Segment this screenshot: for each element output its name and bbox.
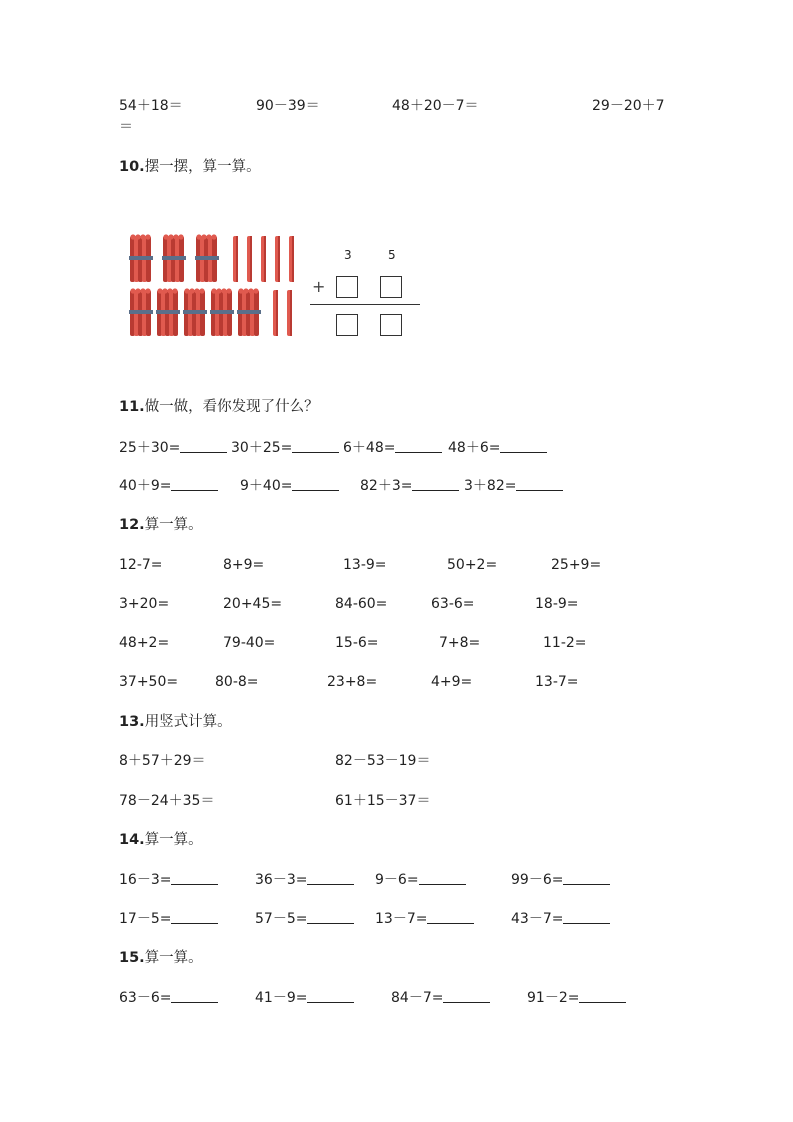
- equation: 40＋9=: [119, 475, 218, 497]
- answer-box-addend-ones[interactable]: [380, 276, 402, 298]
- equation: 41－9=: [255, 987, 354, 1009]
- equation: 6＋48=: [343, 437, 442, 459]
- equation: 25+9=: [551, 557, 602, 573]
- equation: 8＋57＋29＝: [119, 753, 206, 769]
- answer-box-sum-tens[interactable]: [336, 314, 358, 336]
- single-stick: [273, 290, 278, 336]
- question-title: 算一算。: [144, 950, 203, 966]
- question-title: 用竖式计算。: [144, 714, 232, 730]
- q11-row-2: [0, 475, 793, 497]
- ten-stick-bundle: [156, 288, 180, 336]
- single-stick: [289, 236, 294, 282]
- question-number: 15.: [119, 950, 145, 966]
- answer-blank[interactable]: [171, 870, 218, 885]
- equation: 12-7=: [119, 557, 163, 573]
- answer-box-sum-ones[interactable]: [380, 314, 402, 336]
- equation: 37+50=: [119, 674, 179, 690]
- answer-blank[interactable]: [292, 476, 339, 491]
- equation: 7+8=: [439, 635, 481, 651]
- question-number: 14.: [119, 832, 145, 848]
- q13-row-1: [0, 750, 793, 772]
- equation: 18-9=: [535, 596, 579, 612]
- equation: 78－24＋35＝: [119, 793, 215, 809]
- single-stick: [287, 290, 292, 336]
- equation: 84－7=: [391, 987, 490, 1009]
- top-row-wrap: [0, 116, 793, 138]
- answer-blank[interactable]: [171, 909, 218, 924]
- equation: 79-40=: [223, 635, 276, 651]
- q12-row-4: [0, 671, 793, 693]
- ten-stick-bundle: [237, 288, 261, 336]
- question-10-heading: [119, 156, 261, 178]
- question-13-heading: [119, 711, 232, 733]
- answer-blank[interactable]: [307, 870, 354, 885]
- single-stick: [261, 236, 266, 282]
- equation: 8+9=: [223, 557, 265, 573]
- equation: 3＋82=: [464, 475, 563, 497]
- question-number: 10.: [119, 159, 145, 175]
- question-15-heading: [119, 947, 203, 969]
- ten-stick-bundle: [210, 288, 234, 336]
- q12-row-2: [0, 593, 793, 615]
- answer-blank[interactable]: [563, 870, 610, 885]
- equation: 16－3=: [119, 869, 218, 891]
- question-title: 摆一摆，算一算。: [144, 159, 261, 175]
- equation: 13－7=: [375, 908, 474, 930]
- question-title: 算一算。: [144, 517, 203, 533]
- ten-stick-bundle: [129, 234, 153, 282]
- counting-sticks-illustration: [125, 230, 300, 342]
- vertical-addition-form: [300, 240, 430, 345]
- answer-blank[interactable]: [180, 438, 227, 453]
- question-number: 11.: [119, 399, 145, 415]
- equation-wrap: ＝: [119, 119, 133, 135]
- equation: 13-9=: [343, 557, 387, 573]
- ones-digit-label: 5: [388, 248, 396, 262]
- answer-blank[interactable]: [579, 988, 626, 1003]
- equation: 15-6=: [335, 635, 379, 651]
- q12-row-1: [0, 554, 793, 576]
- question-number: 13.: [119, 714, 145, 730]
- equation: 82－53－19＝: [335, 753, 431, 769]
- answer-blank[interactable]: [307, 988, 354, 1003]
- answer-blank[interactable]: [395, 438, 442, 453]
- equation: 99－6=: [511, 869, 610, 891]
- equation: 80-8=: [215, 674, 259, 690]
- answer-blank[interactable]: [292, 438, 339, 453]
- equation: 84-60=: [335, 596, 388, 612]
- answer-blank[interactable]: [171, 476, 218, 491]
- q12-row-3: [0, 632, 793, 654]
- answer-blank[interactable]: [171, 988, 218, 1003]
- equation: 23+8=: [327, 674, 378, 690]
- question-title: 做一做，看你发现了什么？: [144, 399, 319, 415]
- ten-stick-bundle: [129, 288, 153, 336]
- equation: 36－3=: [255, 869, 354, 891]
- plus-sign: +: [312, 277, 326, 296]
- equation: 63－6=: [119, 987, 218, 1009]
- equation: 17－5=: [119, 908, 218, 930]
- q15-row-1: [0, 987, 793, 1009]
- equation: 30＋25=: [231, 437, 339, 459]
- equation: 82＋3=: [360, 475, 459, 497]
- single-stick: [233, 236, 238, 282]
- question-12-heading: [119, 514, 203, 536]
- answer-blank[interactable]: [307, 909, 354, 924]
- answer-blank[interactable]: [427, 909, 474, 924]
- equation: 13-7=: [535, 674, 579, 690]
- question-number: 12.: [119, 517, 145, 533]
- top-row: [0, 95, 793, 117]
- equation: 48+2=: [119, 635, 170, 651]
- answer-blank[interactable]: [419, 870, 466, 885]
- answer-blank[interactable]: [516, 476, 563, 491]
- equation: 48＋20－7＝: [392, 98, 479, 114]
- answer-box-addend-tens[interactable]: [336, 276, 358, 298]
- equation: 63-6=: [431, 596, 475, 612]
- single-stick: [247, 236, 252, 282]
- equation: 20+45=: [223, 596, 283, 612]
- equation: 57－5=: [255, 908, 354, 930]
- tens-digit-label: 3: [344, 248, 352, 262]
- equation: 9－6=: [375, 869, 466, 891]
- equation: 90－39＝: [256, 98, 320, 114]
- answer-blank[interactable]: [412, 476, 459, 491]
- sum-line: [310, 304, 420, 305]
- equation: 50+2=: [447, 557, 498, 573]
- equation: 11-2=: [543, 635, 587, 651]
- equation: 4+9=: [431, 674, 473, 690]
- single-stick: [275, 236, 280, 282]
- q11-row-1: [0, 437, 793, 459]
- ten-stick-bundle: [162, 234, 186, 282]
- equation: 91－2=: [527, 987, 626, 1009]
- q13-row-2: [0, 790, 793, 812]
- answer-blank[interactable]: [500, 438, 547, 453]
- question-14-heading: [119, 829, 203, 851]
- equation: 3+20=: [119, 596, 170, 612]
- equation: 61＋15－37＝: [335, 793, 431, 809]
- ten-stick-bundle: [195, 234, 219, 282]
- equation: 54＋18＝: [119, 98, 183, 114]
- q14-row-1: [0, 869, 793, 891]
- equation: 25＋30=: [119, 437, 227, 459]
- equation: 43－7=: [511, 908, 610, 930]
- ten-stick-bundle: [183, 288, 207, 336]
- answer-blank[interactable]: [563, 909, 610, 924]
- equation: 48＋6=: [448, 437, 547, 459]
- equation: 9＋40=: [240, 475, 339, 497]
- question-title: 算一算。: [144, 832, 203, 848]
- question-11-heading: [119, 396, 319, 418]
- answer-blank[interactable]: [443, 988, 490, 1003]
- q14-row-2: [0, 908, 793, 930]
- equation: 29－20＋7: [592, 98, 665, 114]
